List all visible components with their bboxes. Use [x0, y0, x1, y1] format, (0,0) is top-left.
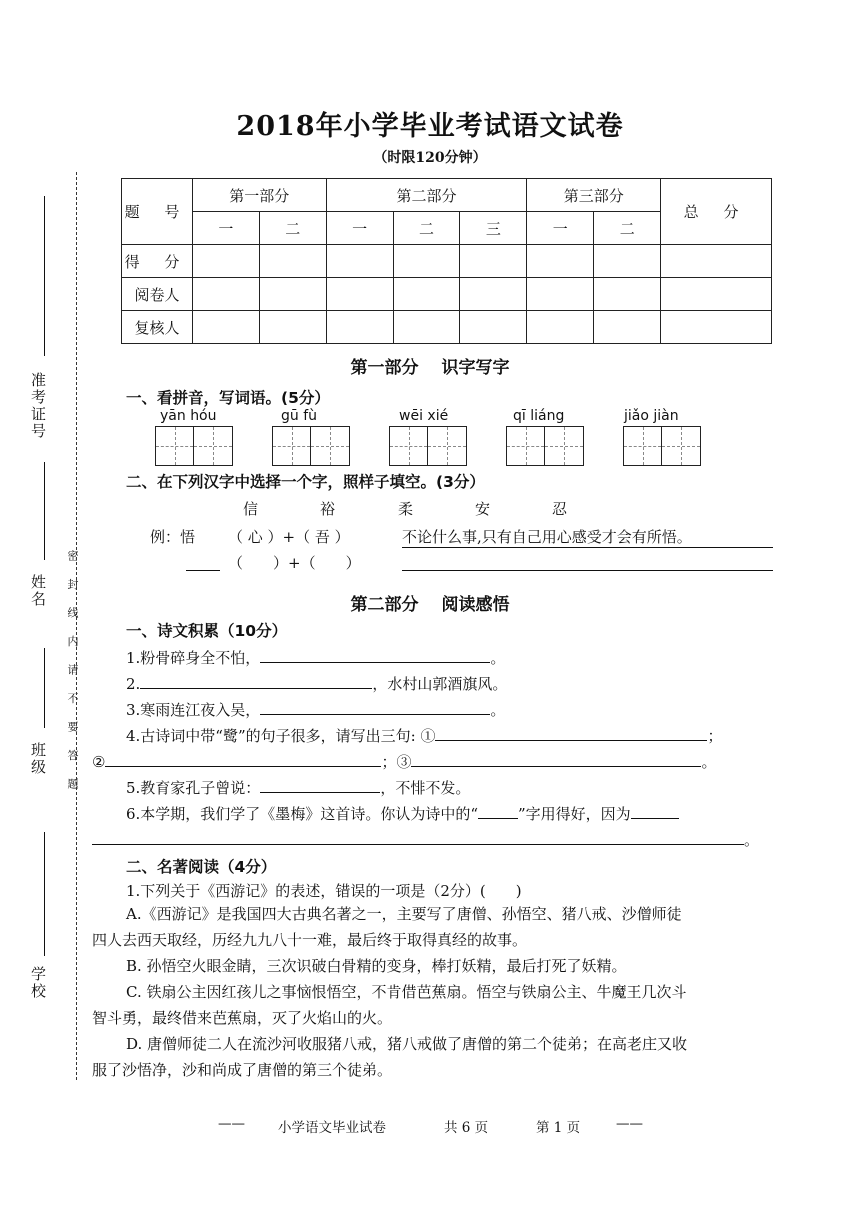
- pinyin-5: jiǎo jiàn: [624, 408, 679, 424]
- score-table-row: [122, 278, 772, 311]
- line-class: [44, 648, 45, 728]
- poem-item-1: 1.粉骨碎身全不怕， 。: [126, 649, 506, 667]
- choice-char: 安: [475, 500, 491, 518]
- choice-char: 信: [243, 500, 259, 518]
- score-table: [121, 178, 772, 344]
- score-table-sub-label: 二: [594, 212, 661, 245]
- pinyin-1: yān hóu: [160, 408, 217, 424]
- poem-item-5: 5.教育家孔子曾说： ，不悱不发。: [126, 779, 471, 797]
- label-school: 学校: [29, 966, 47, 1000]
- score-table-sub-label: 一: [527, 212, 594, 245]
- score-row-label: 复核人: [122, 311, 193, 344]
- poem-blank[interactable]: [260, 700, 490, 715]
- poem-item-3: 3.寒雨连江夜入吴， 。: [126, 701, 506, 719]
- poem-item-6: 6.本学期，我们学了《墨梅》这首诗。你认为诗中的“ ”字用得好，因为: [126, 803, 679, 824]
- pinyin-3: wēi xié: [399, 408, 449, 424]
- option-c-line2: 智斗勇，最终借来芭蕉扇，灭了火焰山的火。: [92, 1009, 393, 1027]
- poem-blank[interactable]: [411, 752, 701, 767]
- option-b-line1[interactable]: B. 孙悟空火眼金睛，三次识破白骨精的变身，棒打妖精，最后打死了妖精。: [126, 957, 627, 975]
- pinyin-4: qī liáng: [513, 408, 565, 424]
- score-table-part-1: 第一部分: [192, 179, 326, 212]
- writing-grid[interactable]: [155, 426, 233, 466]
- label-exam-number: 准考证号: [29, 372, 47, 440]
- footer-name: 小学语文毕业试卷: [278, 1120, 386, 1136]
- example-label: 例：悟: [150, 528, 196, 546]
- poem-item-4-cont: ② ；③ 。: [92, 753, 717, 771]
- pinyin-2: gū fù: [281, 408, 318, 424]
- poem-blank[interactable]: [140, 674, 372, 689]
- score-table-header-label: 题 号: [122, 179, 193, 245]
- example-formula: （ 心 ）+（ 吾 ）: [228, 528, 350, 546]
- poem-blank[interactable]: [478, 804, 518, 819]
- score-row-label: 得 分: [122, 245, 193, 278]
- writing-grid[interactable]: [506, 426, 584, 466]
- answer-sentence-blank[interactable]: [402, 556, 773, 571]
- exam-title: 2018年小学毕业考试语文试卷: [236, 111, 624, 142]
- part2-q1-heading: 一、诗文积累（10分）: [126, 622, 288, 640]
- answer-char-blank[interactable]: [186, 556, 220, 571]
- score-table-sub-label: 二: [259, 212, 326, 245]
- label-name: 姓名: [29, 574, 47, 608]
- part2-q2-heading: 二、名著阅读（4分）: [126, 858, 277, 876]
- option-a-line1[interactable]: A.《西游记》是我国四大古典名著之一，主要写了唐僧、孙悟空、猪八戒、沙僧师徒: [126, 905, 682, 923]
- line-school: [44, 832, 45, 956]
- footer-dash-left: ——: [218, 1116, 245, 1132]
- writing-grid[interactable]: [623, 426, 701, 466]
- option-c-line1[interactable]: C. 铁扇公主因红孩儿之事恼恨悟空，不肯借芭蕉扇。悟空与铁扇公主、牛魔王几次斗: [126, 983, 687, 1001]
- part2-heading: 第二部分 阅读感悟: [350, 595, 510, 615]
- poem-blank[interactable]: [260, 778, 380, 793]
- poem-blank[interactable]: [631, 804, 679, 819]
- score-table-sub-label: 二: [393, 212, 460, 245]
- writing-grid[interactable]: [389, 426, 467, 466]
- novel-question: 1.下列关于《西游记》的表述，错误的一项是（2分）( ): [126, 882, 522, 900]
- footer-dash-right: ——: [616, 1116, 643, 1132]
- poem-item-2: 2. ，水村山郭酒旗风。: [126, 675, 508, 693]
- poem-blank[interactable]: [105, 752, 381, 767]
- score-table-sub-label: 一: [326, 212, 393, 245]
- option-a-line2: 四人去西天取经，历经九九八十一难，最后终于取得真经的故事。: [92, 931, 528, 949]
- part1-q2-heading: 二、在下列汉字中选择一个字，照样子填空。(3分）: [126, 473, 485, 491]
- score-table-part-3: 第三部分: [527, 179, 661, 212]
- seal-dashed-line: [76, 172, 77, 1080]
- part1-heading: 第一部分 识字写字: [350, 358, 510, 378]
- score-table-total-label: 总 分: [661, 179, 772, 245]
- part1-q1-heading: 一、看拼音，写词语。(5分）: [126, 389, 330, 407]
- writing-grid[interactable]: [272, 426, 350, 466]
- line-name: [44, 462, 45, 560]
- footer-page-number: 第 1 页: [536, 1120, 581, 1136]
- score-table-part-2: 第二部分: [326, 179, 527, 212]
- footer-total-pages: 共 6 页: [444, 1120, 489, 1136]
- line-exam-number: [44, 196, 45, 356]
- choice-char: 裕: [320, 500, 336, 518]
- seal-line-text: 密 封 线 内 请 不 要 答 题: [66, 550, 79, 796]
- blank-formula: （ ）+（ ）: [228, 554, 361, 572]
- score-table-sub-label: 三: [460, 212, 527, 245]
- choice-char: 柔: [398, 500, 414, 518]
- option-d-line2: 服了沙悟净，沙和尚成了唐僧的第三个徒弟。: [92, 1061, 393, 1079]
- poem-blank[interactable]: [92, 830, 744, 845]
- poem-item-6-cont: 。: [92, 829, 759, 850]
- example-sentence: 不论什么事,只有自己用心感受才会有所悟。: [402, 526, 773, 548]
- poem-item-4: 4.古诗词中带“鹭”的句子很多，请写出三句: ① ；: [126, 727, 723, 745]
- exam-subtitle: （时限120分钟）: [373, 150, 487, 166]
- score-table-row: [122, 245, 772, 278]
- score-table-row: [122, 311, 772, 344]
- option-d-line1[interactable]: D. 唐僧师徒二人在流沙河收服猪八戒，猪八戒做了唐僧的第二个徒弟；在高老庄又收: [126, 1035, 688, 1053]
- label-class: 班级: [29, 742, 47, 776]
- poem-blank[interactable]: [435, 726, 707, 741]
- score-table-sub-label: 一: [192, 212, 259, 245]
- choice-char: 忍: [552, 500, 568, 518]
- poem-blank[interactable]: [260, 648, 490, 663]
- score-row-label: 阅卷人: [122, 278, 193, 311]
